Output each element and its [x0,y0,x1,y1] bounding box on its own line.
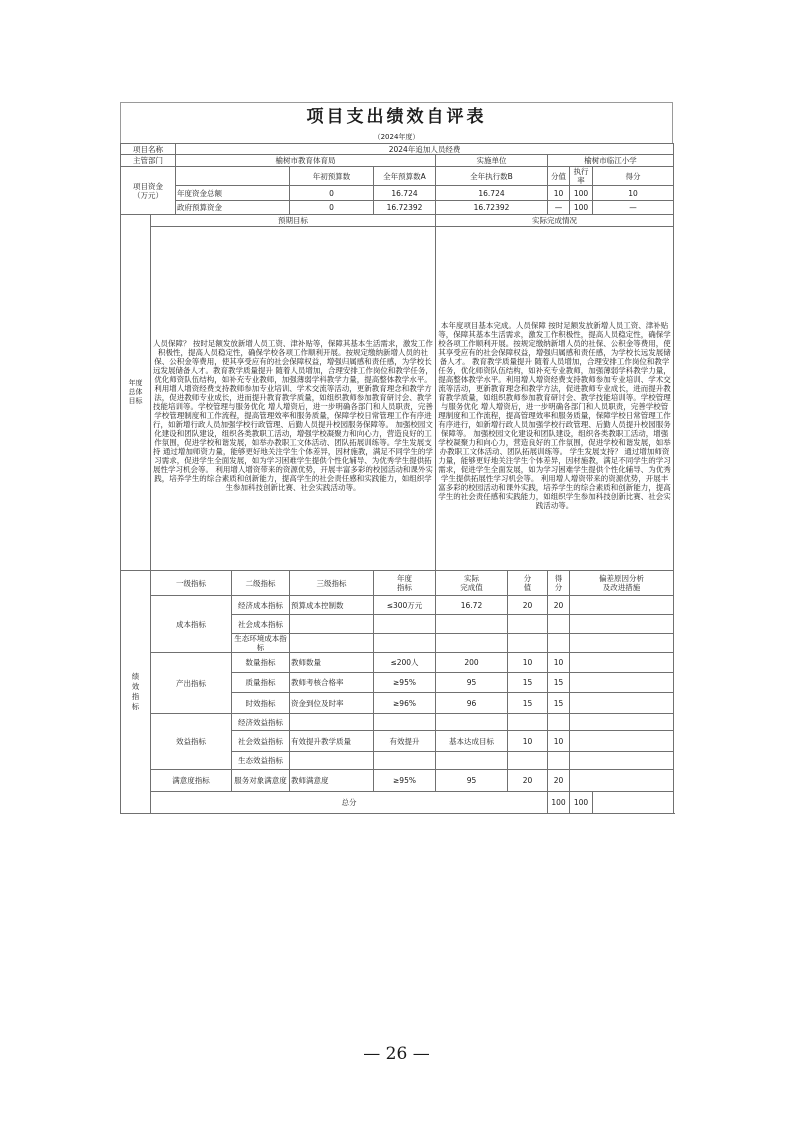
ind-score-value: 20 [508,596,548,615]
ind-note [570,714,674,731]
ind-level2: 生态效益指标 [232,752,290,770]
ind-note [570,634,674,653]
funds-executed: 16.72392 [436,201,548,215]
ind-col-note: 偏差原因分析 及改进措施 [570,571,674,596]
funds-row-label: 政府预算资金 [176,201,290,215]
ind-col-score-value: 分 值 [508,571,548,596]
funds-initial: 0 [290,186,374,201]
ind-target [374,714,436,731]
ind-col-level3: 三级指标 [290,571,374,596]
ind-score [548,752,570,770]
ind-col-level2: 二级指标 [232,571,290,596]
funds-col-executed: 全年执行数B [436,167,548,186]
impl-value: 榆树市临江小学 [548,155,674,167]
ind-actual: 95 [436,673,508,693]
goals-expected-text: 人员保障？ 按时足额发放新增人员工资、津补贴等，保障其基本生活需求，激发工作积极性，提高人员稳定性，确保学校各项工作顺利开展。按规定缴纳新增人员的社保、公积金等费用，使其享受应有的社会保障权益，增强归属感和责任感，为学校长远发展储备人才。教育教学质量提升 随着人员增加，合理安排工作岗位和教学任务，优化师资队伍结构，如补充专业教师，加强薄弱学科教学力量，提高整体教学水平。利用增人增资经费支持教师参加专业培训、学术交流等活动，更新教育理念和教学方法，促进教师专业成长，进而提升教育教学质量，如组织教师参加教育研讨会、教学技能培训等。学校管理与服务优化 增人增资后，进一步明确各部门和人员职责，完善学校管理制度和工作流程，提高管理效率和服务质量，保障学校日常管理工作有序进行，如新增行政人员加强学校行政管理、后勤人员提升校园服务保障等。 加强校园文化建设和团队建设，组织各类教职工活动，增强学校凝聚力和向心力，营造良好的工作氛围，促进学校和谐发展，如举办教职工文体活动、团队拓展训练等。学生发展支持 通过增加师资力量，能够更好地关注学生个体差异，因材施教，满足不同学生的学习需求，促进学生全面发展，如为学习困难学生提供个性化辅导、为优秀学生提供拓展性学习机会等。 利用增人增资带来的资源优势，开展丰富多彩的校园活动和课外实践，培养学生的综合素质和创新能力，提高学生的社会责任感和实践能力，如组织学生参加科技创新比赛、社会实践活动等。 [153,338,433,492]
ind-note [570,770,674,792]
impl-label: 实施单位 [436,155,548,167]
indicators-row-label-text: 绩效指标 [131,672,140,711]
ind-score-value [508,634,548,653]
ind-level3: 有效提升教学质量 [290,731,374,752]
goals-actual-label: 实际完成情况 [436,215,674,227]
ind-level3: 预算成本控制数 [290,596,374,615]
ind-score: 20 [548,770,570,792]
funds-score: — [593,201,674,215]
ind-actual: 95 [436,770,508,792]
ind-score-value [508,615,548,634]
ind-score: 10 [548,731,570,752]
ind-score-value: 15 [508,673,548,693]
ind-target: ≥96% [374,693,436,714]
total-label: 总分 [151,792,548,814]
project-name-label: 项目名称 [121,144,176,155]
ind-note [570,693,674,714]
ind-actual: 基本达成目标 [436,731,508,752]
goals-expected-cell [151,227,436,571]
goals-expected-label: 预期目标 [151,215,436,227]
ind-level1: 效益指标 [151,714,232,770]
ind-target: ≥95% [374,673,436,693]
goals-actual-cell [436,227,674,571]
ind-score-value: 20 [508,770,548,792]
ind-score-value: 10 [508,731,548,752]
ind-level3: 教师考核合格率 [290,673,374,693]
ind-score: 20 [548,596,570,615]
ind-level2: 社会成本指标 [232,615,290,634]
total-note-empty [593,792,674,814]
ind-target: ≤200人 [374,653,436,673]
ind-level2: 质量指标 [232,673,290,693]
funds-annual: 16.724 [374,186,436,201]
ind-note [570,731,674,752]
ind-level2: 时效指标 [232,693,290,714]
ind-level3 [290,634,374,653]
ind-actual: 96 [436,693,508,714]
ind-level2: 数量指标 [232,653,290,673]
funds-col-rate: 执行率 [570,167,593,186]
ind-level2: 生态环境成本指标 [232,634,290,653]
ind-col-actual: 实际 完成值 [436,571,508,596]
indicators-row-label [121,571,151,814]
ind-level3 [290,752,374,770]
funds-label: 项目资金 （万元） [121,167,176,215]
form-year: （2024年度） [120,131,673,143]
ind-target [374,634,436,653]
funds-rate: 100 [570,186,593,201]
ind-actual: 200 [436,653,508,673]
ind-actual [436,714,508,731]
funds-executed: 16.724 [436,186,548,201]
goals-actual-text: 本年度项目基本完成。人员保障 按时足额发放新增人员工资、津补贴等，保障其基本生活需求，激发工作积极性，提高人员稳定性，确保学校各项工作顺利开展。按规定缴纳新增人员的社保、公积金等费用，使其享受应有的社会保障权益，增强归属感和责任感，为学校长远发展储备人才。 教育教学质量提升 随着人员增加，合理安排工作岗位和教学任务，优化师资队伍结构，如补充专业教师，加强薄弱学科教学力量，提高整体教学水平。利用增人增资经费支持教师参加专业培训、学术交流等活动，更新教育理念和教学方法，促进教师专业成长，进而提升教育教学质量，如组织教师参加教育研讨会、教学技能培训等。学校管理与服务优化 增人增资后，进一步明确各部门和人员职责，完善学校管理制度和工作流程，提高管理效率和服务质量，保障学校日常管理工作有序进行，如新增行政人员加强学校行政管理、后勤人员提升校园服务保障等。 加强校园文化建设和团队建设，组织各类教职工活动，增强学校凝聚力和向心力，营造良好的工作氛围，促进学校和谐发展，如举办教职工文体活动、团队拓展训练等。 学生发展支持？ 通过增加师资力量，能够更好地关注学生个体差异，因材施教，满足不同学生的学习需求，促进学生全面发展，如为学习困难学生提供个性化辅导、为优秀学生提供拓展性学习机会等。 利用增人增资带来的资源优势，开展丰富多彩的校园活动和课外实践，培养学生的综合素质和创新能力，提高学生的社会责任感和实践能力，如组织学生参加科技创新比赛、社会实践活动等。 [438,320,671,510]
funds-rate: 100 [570,201,593,215]
ind-level3: 资金到位及时率 [290,693,374,714]
ind-level2: 服务对象满意度 [232,770,290,792]
ind-level3: 教师数量 [290,653,374,673]
ind-col-level1: 一级指标 [151,571,232,596]
ind-note [570,752,674,770]
funds-initial: 0 [290,201,374,215]
ind-score [548,615,570,634]
ind-level1: 成本指标 [151,596,232,653]
funds-col-annual: 全年预算数A [374,167,436,186]
ind-target: ≥95% [374,770,436,792]
funds-score: 10 [593,186,674,201]
ind-note [570,596,674,615]
ind-level1: 产出指标 [151,653,232,714]
funds-empty-header [176,167,290,186]
ind-level3: 教师满意度 [290,770,374,792]
ind-actual [436,752,508,770]
total-score: 100 [570,792,593,814]
ind-note [570,673,674,693]
ind-score: 15 [548,673,570,693]
ind-target [374,752,436,770]
ind-note [570,615,674,634]
ind-level1: 满意度指标 [151,770,232,792]
ind-target: 有效提升 [374,731,436,752]
ind-actual: 16.72 [436,596,508,615]
ind-col-target: 年度 指标 [374,571,436,596]
ind-score-value [508,714,548,731]
dept-value: 榆树市教育体育局 [176,155,436,167]
ind-note [570,653,674,673]
dept-label: 主管部门 [121,155,176,167]
ind-actual [436,615,508,634]
funds-score-value: — [548,201,570,215]
ind-score-value: 10 [508,653,548,673]
goals-row-label-text: 年度总体目标 [128,379,143,405]
funds-row-label: 年度资金总额 [176,186,290,201]
funds-col-score-value: 分值 [548,167,570,186]
evaluation-table [120,143,674,814]
ind-score: 10 [548,653,570,673]
ind-target [374,615,436,634]
funds-col-score: 得分 [593,167,674,186]
ind-level3 [290,615,374,634]
goals-row-label [121,215,151,571]
ind-level2: 经济效益指标 [232,714,290,731]
ind-level2: 经济成本指标 [232,596,290,615]
ind-score: 15 [548,693,570,714]
self-evaluation-form [120,102,673,814]
project-name-value: 2024年追加人员经费 [176,144,674,155]
ind-level2: 社会效益指标 [232,731,290,752]
ind-score [548,634,570,653]
funds-annual: 16.72392 [374,201,436,215]
page-number: — 26 — [363,1044,430,1064]
ind-score [548,714,570,731]
form-title: 项目支出绩效自评表 [120,102,673,131]
ind-col-score: 得 分 [548,571,570,596]
ind-actual [436,634,508,653]
total-score-value: 100 [548,792,570,814]
funds-col-initial: 年初预算数 [290,167,374,186]
ind-score-value [508,752,548,770]
funds-score-value: 10 [548,186,570,201]
ind-target: ≤300万元 [374,596,436,615]
ind-score-value: 15 [508,693,548,714]
ind-level3 [290,714,374,731]
